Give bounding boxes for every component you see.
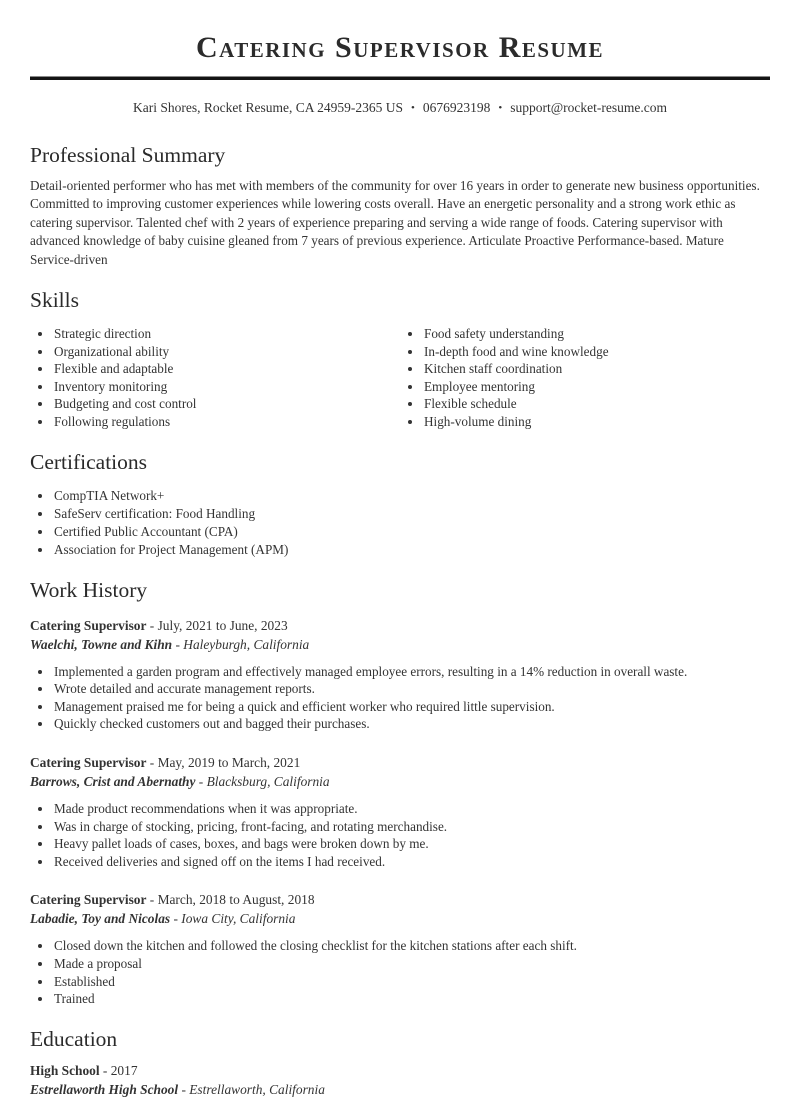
job-dates: July, 2021 to June, 2023 bbox=[157, 617, 288, 633]
certifications-list bbox=[30, 487, 770, 559]
job-title-line bbox=[30, 616, 770, 635]
job-title-line bbox=[30, 753, 770, 772]
separator-dot: • bbox=[498, 102, 503, 114]
job-dates: March, 2018 to August, 2018 bbox=[157, 892, 315, 908]
job-employer: Barrows, Crist and Abernathy bbox=[30, 773, 196, 789]
job-entry bbox=[30, 753, 770, 870]
skill-item: • In-depth food and wine knowledge bbox=[423, 343, 770, 361]
job-duty: • Received deliveries and signed off on the items I had received. bbox=[53, 853, 770, 871]
job-location: Haleyburgh, California bbox=[183, 636, 310, 652]
separator-dot: • bbox=[411, 102, 415, 114]
skill-item: • Kitchen staff coordination bbox=[423, 360, 770, 378]
section-skills bbox=[30, 287, 770, 431]
job-employer: Labadie, Toy and Nicolas bbox=[30, 911, 171, 927]
work-history-heading: Work History bbox=[30, 577, 148, 602]
job-duty: • Implemented a garden program and effectively managed employee errors, resulting in a 14% reduction in overall waste. bbox=[53, 663, 770, 681]
dash-separator: - bbox=[172, 636, 184, 652]
job-title: Catering Supervisor bbox=[30, 617, 147, 633]
skill-item: • Flexible and adaptable bbox=[53, 360, 400, 378]
dash-separator: - bbox=[146, 892, 158, 908]
section-certifications bbox=[30, 449, 770, 559]
job-duty: • Established bbox=[53, 973, 770, 991]
job-duties-list bbox=[30, 800, 770, 870]
job-duty: • Trained bbox=[53, 990, 770, 1008]
job-location: Blacksburg, California bbox=[206, 773, 330, 789]
job-entry bbox=[30, 890, 770, 1007]
section-education bbox=[30, 1026, 770, 1099]
skill-item: • Flexible schedule bbox=[423, 395, 770, 413]
certification-item: • CompTIA Network+ bbox=[53, 487, 770, 505]
job-title: Catering Supervisor bbox=[30, 754, 147, 770]
job-duty: • Made product recommendations when it was appropriate. bbox=[53, 800, 770, 818]
professional-summary-text: Detail-oriented performer who has met with members of the community for over 16 years in order to generate new business opportunities. Committed to improving customer experiences while lowering costs overall. Have an energetic personality and a strong work ethic as catering supervisor. Talented chef with 2 years of experience preparing and serving a wide range of foods. Catering supervisor with advanced knowledge of baby cuisine gleaned from 7 years of previous experience. Articulate Proactive Performance-based. Mature Service-driven bbox=[30, 178, 760, 267]
job-duty: • Closed down the kitchen and followed the closing checklist for the kitchen stations after each shift. bbox=[53, 937, 770, 955]
job-duties-list bbox=[30, 937, 770, 1007]
header-double-rule bbox=[30, 76, 770, 80]
skill-item: • Inventory monitoring bbox=[53, 378, 400, 396]
skills-list-right bbox=[400, 325, 770, 431]
job-duty: • Quickly checked customers out and bagged their purchases. bbox=[53, 715, 770, 733]
certification-item: • SafeServ certification: Food Handling bbox=[53, 505, 770, 523]
job-duty: • Was in charge of stocking, pricing, front-facing, and rotating merchandise. bbox=[53, 818, 770, 836]
certifications-heading: Certifications bbox=[30, 449, 148, 474]
skill-item: • Food safety understanding bbox=[423, 325, 770, 343]
job-employer: Waelchi, Towne and Kihn bbox=[30, 636, 173, 652]
job-entry bbox=[30, 616, 770, 733]
dash-separator: - bbox=[178, 1081, 190, 1097]
education-degree-line bbox=[30, 1061, 770, 1080]
dash-separator: - bbox=[170, 911, 182, 927]
skill-item: • Employee mentoring bbox=[423, 378, 770, 396]
job-dates: May, 2019 to March, 2021 bbox=[157, 754, 301, 770]
education-year: 2017 bbox=[110, 1062, 138, 1078]
contact-phone: 0676923198 bbox=[422, 100, 491, 115]
contact-email: support@rocket-resume.com bbox=[510, 100, 667, 115]
job-duty: • Wrote detailed and accurate management reports. bbox=[53, 680, 770, 698]
job-title-line bbox=[30, 890, 770, 909]
job-title: Catering Supervisor bbox=[30, 892, 147, 908]
education-degree: High School bbox=[30, 1062, 100, 1078]
dash-separator: - bbox=[146, 617, 158, 633]
job-employer-line bbox=[30, 909, 770, 928]
skill-item: • Following regulations bbox=[53, 413, 400, 431]
dash-separator: - bbox=[99, 1062, 111, 1078]
skill-item: • Strategic direction bbox=[53, 325, 400, 343]
section-work-history bbox=[30, 577, 770, 1008]
skills-heading: Skills bbox=[30, 288, 79, 313]
job-employer-line bbox=[30, 635, 770, 654]
contact-address: Kari Shores, Rocket Resume, CA 24959-2365 US bbox=[133, 100, 403, 115]
section-professional-summary bbox=[30, 142, 770, 269]
education-school-line bbox=[30, 1080, 770, 1099]
job-employer-line bbox=[30, 772, 770, 791]
professional-summary-heading: Professional Summary bbox=[30, 143, 226, 167]
job-duties-list bbox=[30, 663, 770, 733]
job-duty: • Management praised me for being a quick and efficient worker who required little supervision. bbox=[53, 698, 770, 716]
skills-columns bbox=[30, 325, 770, 431]
dash-separator: - bbox=[146, 754, 158, 770]
skill-item: • High-volume dining bbox=[423, 413, 770, 431]
certification-item: • Certified Public Accountant (CPA) bbox=[53, 523, 770, 541]
education-school: Estrellaworth High School bbox=[30, 1081, 179, 1097]
page-title: Catering Supervisor Resume bbox=[195, 31, 605, 64]
skill-item: • Organizational ability bbox=[53, 343, 400, 361]
job-duty: • Heavy pallet loads of cases, boxes, and bags were broken down by me. bbox=[53, 835, 770, 853]
skills-list-left bbox=[30, 325, 400, 431]
dash-separator: - bbox=[195, 773, 207, 789]
skill-item: • Budgeting and cost control bbox=[53, 395, 400, 413]
contact-line bbox=[30, 99, 770, 117]
certification-item: • Association for Project Management (APM) bbox=[53, 541, 770, 559]
education-location: Estrellaworth, California bbox=[189, 1081, 325, 1097]
education-heading: Education bbox=[30, 1026, 118, 1051]
job-duty: • Made a proposal bbox=[53, 955, 770, 973]
job-location: Iowa City, California bbox=[181, 911, 296, 927]
